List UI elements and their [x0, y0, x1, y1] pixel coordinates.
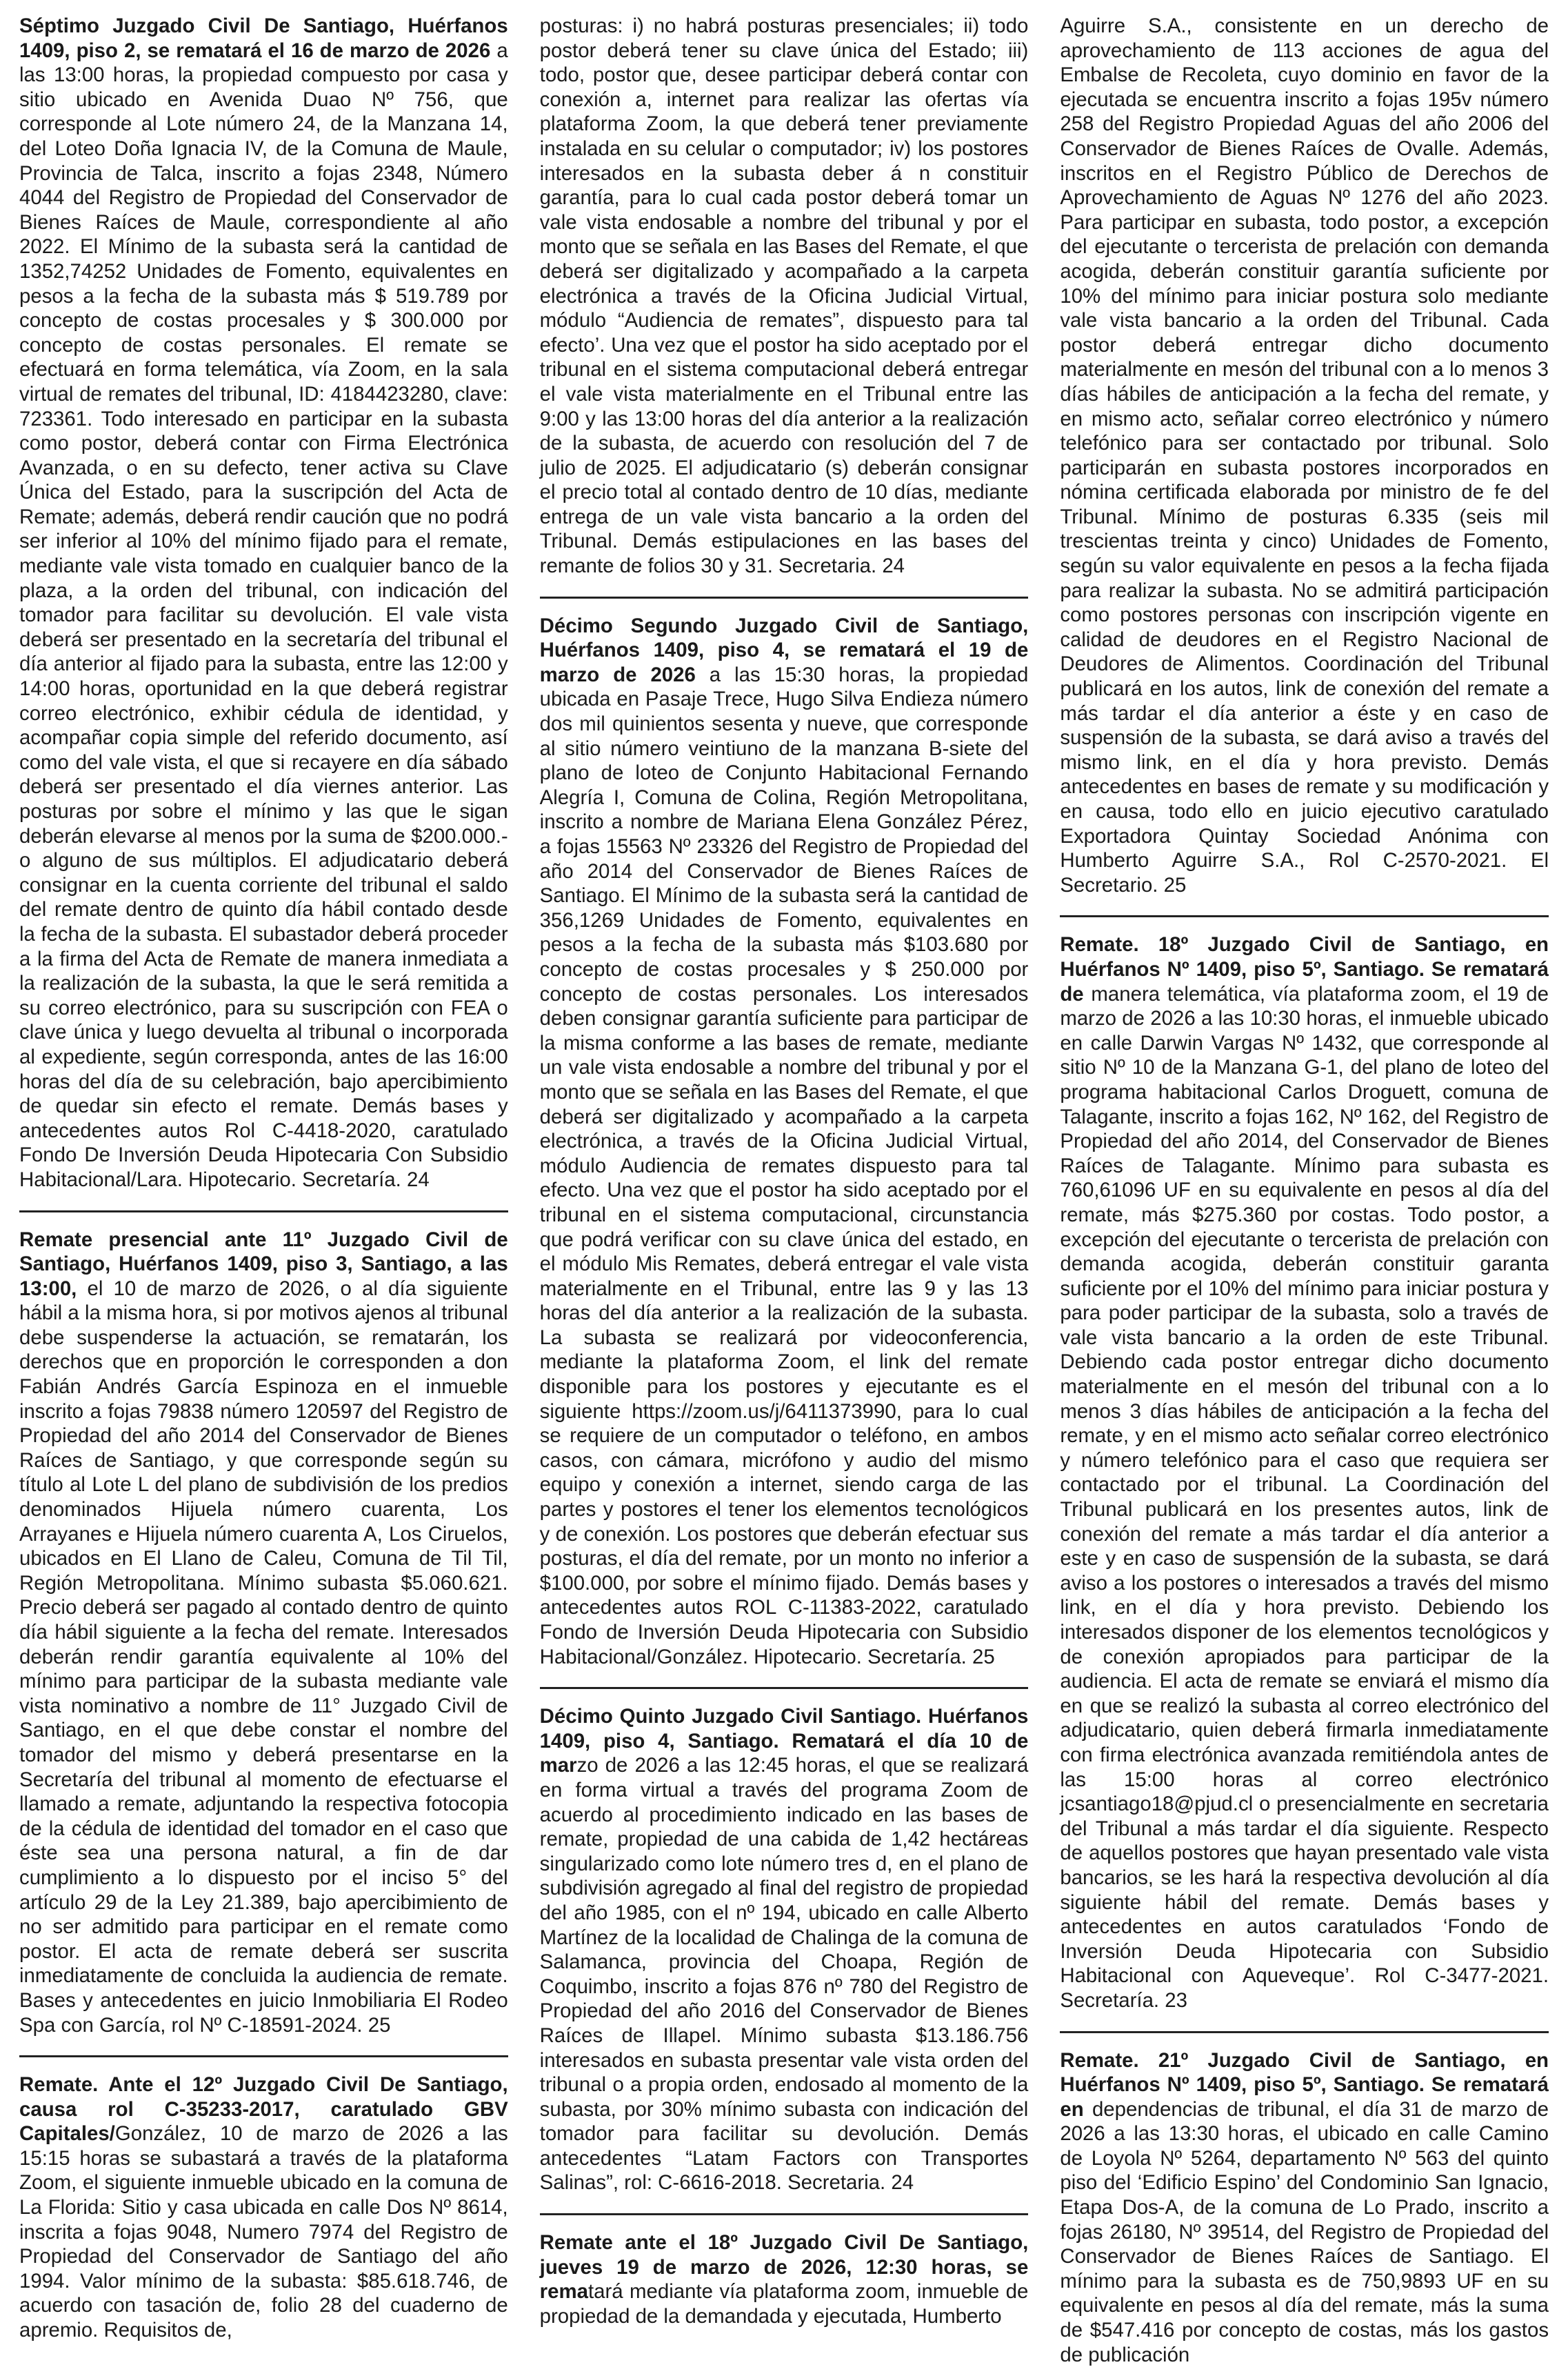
legal-notice-continued: [540, 14, 1029, 579]
notice-body: tará mediante vía plataforma zoom, inmueble de propiedad de la demandada y ejecutada, Humberto: [540, 2280, 1029, 2328]
notice-heading: Remate. 21º Juzgado Civil de Santiago, en Huérfanos Nº 1409, piso 5º, Santiago. Se rematará en: [1060, 2049, 1549, 2121]
notice-body: Aguirre S.A., consistente en un derecho de aprovechamiento de 113 acciones de agua del Embalse de Recoleta, cuyo dominio en favor de la ejecutada se encuentra inscrito a fojas 195v número 258 del Registro Propiedad Aguas del año 2006 del Conservador de Bienes Raíces de Ovalle. Además, inscritos en el Registro Público de Derechos de Aprovechamiento de Aguas Nº 1276 del año 2023. Para participar en subasta, todo postor, a excepción del ejecutante o tercerista de prelación con demanda acogida, deberán constituir garantía suficiente por 10% del mínimo para iniciar postura solo mediante vale vista bancario a la orden del Tribunal. Cada postor deberá entregar dicho documento materialmente en mesón del tribunal con a lo menos 3 días hábiles de anticipación a la fecha del remate, y en mismo acto, señalar correo electrónico y número telefónico para ser contactado por tribunal. Solo participarán en subasta postores incorporados en nómina certificada elaborada por ministro de fe del Tribunal. Mínimo de posturas 6.335 (seis mil trescientas treinta y cinco) Unidades de Fomento, según su valor equivalente en pesos a la fecha fijada para realizar la subasta. No se admitirá participación como postores personas con inscripción vigente en calidad de deudores en el Registro Nacional de Deudores de Alimentos. Coordinación del Tribunal publicará en los autos, link de conexión del remate a más tardar el día anterior a éste y en caso de suspensión de la subasta, se dará aviso a través del mismo link, en el día y hora previsto. Demás antecedentes en bases de remate y su modificación y en causa, todo ello en juicio ejecutivo caratulado Exportadora Quintay Sociedad Anónima con Humberto Aguirre S.A., Rol C-2570-2021. El Secretario. 25: [1060, 14, 1549, 897]
divider: [19, 2055, 508, 2057]
notice-heading: Décimo Segundo Juzgado Civil de Santiago, Huérfanos 1409, piso 4, se rematará el 19 de marzo de 2026: [540, 615, 1029, 686]
column-1: [19, 14, 508, 2201]
notice-body: a las 15:30 horas, la propiedad ubicada en Pasaje Trece, Hugo Silva Endieza número dos mil quinientos sesenta y nueve, que corresponde al sitio número veintiuno de la manzana B-siete del plano de loteo de Conjunto Habitacional Fernando Alegría I, Comuna de Colina, Región Metropolitana, inscrito a nombre de Mariana Elena González Pérez, a fojas 15563 Nº 23326 del Registro de Propiedad del año 2014 del Conservador de Bienes Raíces de Santiago. El Mínimo de la subasta será la cantidad de 356,1269 Unidades de Fomento, equivalentes en pesos a la fecha de la subasta más $103.680 por concepto de costas procesales y $ 250.000 por concepto de costas personales. Los interesados deben consignar garantía suficiente para participar de la misma conforme a las bases de remate, mediante un vale vista endosable a nombre del tribunal y por el monto que se señala en las Bases del Remate, el que deberá ser digitalizado y acompañado a la carpeta electrónica, a través de la Oficina Judicial Virtual, módulo Audiencia de remates dispuesto para tal efecto. Una vez que el postor ha sido aceptado por el tribunal en el sistema computacional, circunstancia que podrá verificar con su clave única del estado, en el módulo Mis Remates, deberá entregar el vale vista materialmente en el Tribunal, entre las 9 y las 13 horas del día anterior a la realización de la subasta. La subasta se realizará por videoconferencia, mediante la plataforma Zoom, el link del remate disponible para los postores y ejecutante es el siguiente https://zoom.us/j/6411373990, para lo cual se requiere de un computador o teléfono, en ambos casos, con cámara, micrófono y audio del mismo equipo y conexión a internet, siendo carga de las partes y postores el tener los elementos tecnológicos y de conexión. Los postores que deberán efectuar sus posturas, el día del remate, por un monto no inferior a $100.000, por sobre el mínimo fijado. Demás bases y antecedentes autos ROL C-11383-2022, caratulado Fondo de Inversión Deuda Hipotecaria con Subsidio Habitacional/González. Hipotecario. Secretaría. 25: [540, 663, 1029, 1668]
column-3: [1060, 14, 1549, 2201]
legal-notice: [540, 2230, 1029, 2328]
divider: [1060, 915, 1549, 917]
notice-heading: Remate ante el 18º Juzgado Civil De Santiago, jueves 19 de marzo de 2026, 12:30 horas, se rema: [540, 2231, 1029, 2303]
notice-body: dependencias de tribunal, el día 31 de marzo de 2026 a las 13:30 horas, el ubicado en calle Camino de Loyola Nº 5264, departamento Nº 563 del quinto piso del ‘Edificio Espino’ del Condominio San Ignacio, Etapa Dos-A, de la comuna de Lo Prado, inscrito a fojas 26180, Nº 39514, del Registro de Propiedad del Conservador de Bienes Raíces de Santiago. El mínimo para la subasta es de 750,9893 UF en su equivalente en pesos al día del remate, más la suma de $547.416 por concepto de costas, más los gastos de publicación: [1060, 2098, 1549, 2366]
notice-body: el 10 de marzo de 2026, o al día siguiente hábil a la misma hora, si por motivos ajenos al tribunal debe suspenderse la actuación, se rematarán, los derechos que en proporción le corresponden a don Fabián Andrés García Espinoza en el inmueble inscrito a fojas 79838 número 120597 del Registro de Propiedad del año 2014 del Conservador de Bienes Raíces de Santiago, y que corresponde según su título al Lote L del plano de subdivisión de los predios denominados Hijuela número cuarenta, Los Arrayanes e Hijuela número cuarenta A, Los Ciruelos, ubicados en El Llano de Caleu, Comuna de Til Til, Región Metropolitana. Mínimo subasta $5.060.621. Precio deberá ser pagado al contado dentro de quinto día hábil siguiente a la fecha del remate. Interesados deberán rendir garantía equivalente al 10% del mínimo para participar de la subasta mediante vale vista nominativo a nombre de 11° Juzgado Civil de Santiago, en el que debe constar el nombre del tomador del mismo y deberá presentarse en la Secretaría del tribunal al momento de efectuarse el llamado a remate, adjuntando la respectiva fotocopia de la cédula de identidad del tomador en el caso que éste sea una persona natural, a fin de dar cumplimiento a lo dispuesto por el inciso 5° del artículo 29 de la Ley 21.389, bajo apercibimiento de no ser admitido para participar en el remate como postor. El acta de remate deberá ser suscrita inmediatamente de concluida la audiencia de remate. Bases y antecedentes en juicio Inmobiliaria El Rodeo Spa con García, rol Nº C-18591-2024. 25: [19, 1277, 508, 2037]
notice-heading: Remate. Ante el 12º Juzgado Civil De Santiago, causa rol C-35233-2017, caratulado GBV Capitales/: [19, 2073, 508, 2145]
notice-heading: Remate presencial ante 11º Juzgado Civil de Santiago, Huérfanos 1409, piso 3, Santiago, a las 13:00,: [19, 1228, 508, 1300]
notice-body: posturas: i) no habrá posturas presenciales; ii) todo postor deberá tener su clave única del Estado; iii) todo, postor que, desee participar deberá contar con conexión a, internet para realizar las ofertas vía plataforma Zoom, la que deberá tener previamente instalada en su celular o computador; iv) los postores interesados en la subasta deber á n constituir garantía, para lo cual cada postor deberá tomar un vale vista endosable a nombre del tribunal y por el monto que se señala en las Bases del Remate, el que deberá ser digitalizado y acompañado a la carpeta electrónica a través de la Oficina Judicial Virtual, módulo “Audiencia de remates”, dispuesto para tal efecto’. Una vez que el postor ha sido aceptado por el tribunal en el sistema computacional deberá entregar el vale vista materialmente en el Tribunal entre las 9:00 y las 13:00 horas del día anterior a la realización de la subasta, de acuerdo con resolución del 7 de julio de 2025. El adjudicatario (s) deberán consignar el precio total al contado dentro de 10 días, mediante entrega de un vale vista bancario a la orden del Tribunal. Demás estipulaciones en las bases del remante de folios 30 y 31. Secretaria. 24: [540, 14, 1029, 577]
divider: [540, 597, 1029, 599]
notice-heading: Séptimo Juzgado Civil De Santiago, Huérfanos 1409, piso 2, se rematará el 16 de marzo de 2026: [19, 14, 508, 62]
legal-notice: [540, 614, 1029, 1670]
divider: [1060, 2031, 1549, 2033]
divider: [19, 1210, 508, 1212]
legal-notice-continued: [1060, 14, 1549, 897]
notice-body: González, 10 de marzo de 2026 a las 15:15 horas se subastará a través de la plataforma Zoom, el siguiente inmueble ubicado en la comuna de La Florida: Sitio y casa ubicada en calle Dos Nº 8614, inscrita a fojas 9048, Numero 7974 del Registro de Propiedad del Conservador de Santiago del año 1994. Valor mínimo de la subasta: $85.618.746, de acuerdo con tasación de, folio 28 del cuaderno de apremio. Requisitos de,: [19, 2122, 508, 2341]
legal-notice: [19, 1228, 508, 2038]
notice-body: manera telemática, vía plataforma zoom, el 19 de marzo de 2026 a las 10:30 horas, el inmueble ubicado en calle Darwin Vargas Nº 1432, que corresponde al sitio Nº 10 de la Manzana G-1, del plano de loteo del programa habitacional Carlos Droguett, comuna de Talagante, inscrito a fojas 162, Nº 162, del Registro de Propiedad del año 2014, del Conservador de Bienes Raíces de Talagante. Mínimo para subasta es 760,61096 UF en su equivalente en pesos al día del remate, más $275.360 por costas. Todo postor, a excepción del ejecutante o tercerista de prelación con demanda acogida, deberán constituir garanta suficiente por el 10% del mínimo para iniciar postura y para poder participar de la subasta, solo a través de vale vista bancario a la orden de este Tribunal. Debiendo cada postor entregar dicho documento materialmente en el mesón del tribunal con a lo menos 3 días hábiles de anticipación a la fecha del remate, y en el mismo acto señalar correo electrónico y número telefónico para el caso que requiera ser contactado por el tribunal. La Coordinación del Tribunal publicará en los presentes autos, link de conexión del remate a más tardar el día anterior a este y en caso de suspensión de la subasta, se dará aviso a los postores o interesados a través del mismo link, en el día y hora previsto. Debiendo los interesados disponer de los elementos tecnológicos y de conexión apropiados para participar de la audiencia. El acta de remate se enviará el mismo día en que se realizó la subasta al correo electrónico del adjudicatario, quien deberá firmarla inmediatamente con firma electrónica avanzada remitiéndola antes de las 15:00 horas al correo electrónico jcsantiago18@pjud.cl o presencialmente en secretaria del Tribunal a más tardar el día siguiente. Respecto de aquellos postores que hayan presentado vale vista bancarios, se les hará la respectiva devolución al día siguiente hábil del remate. Demás bases y antecedentes en autos caratulados ‘Fondo de Inversión Deuda Hipotecaria con Subsidio Habitacional con Aqueveque’. Rol C-3477-2021. Secretaría. 23: [1060, 983, 1549, 2012]
legal-notice: [19, 14, 508, 1192]
legal-notice: [1060, 2048, 1549, 2367]
legal-notice: [1060, 932, 1549, 2013]
notice-body: a las 13:00 horas, la propiedad compuesto por casa y sitio ubicado en Avenida Duao Nº 756, que corresponde al Lote número 24, de la Manzana 14, del Loteo Doña Ignacia IV, de la Comuna de Maule, Provincia de Talca, inscrito a fojas 2348, Número 4044 del Registro de Propiedad del Conservador de Bienes Raíces de Maule, correspondiente al año 2022. El Mínimo de la subasta será la cantidad de 1352,74252 Unidades de Fomento, equivalentes en pesos a la fecha de la subasta más $ 519.789 por concepto de costas procesales y $ 300.000 por concepto de costas personales. El remate se efectuará en forma telemática, vía Zoom, en la sala virtual de remates del tribunal, ID: 4184423280, clave: 723361. Todo interesado en participar en la subasta como postor, deberá contar con Firma Electrónica Avanzada, o en su defecto, tener activa su Clave Única del Estado, para la suscripción del Acta de Remate; además, deberá rendir caución que no podrá ser inferior al 10% del mínimo fijado para el remate, mediante vale vista tomado en cualquier banco de la plaza, a la orden del tribunal, con indicación del tomador para facilitar su devolución. El vale vista deberá ser presentado en la secretaría del tribunal el día anterior al fijado para la subasta, entre las 12:00 y 14:00 horas, oportunidad en la que deberá registrar correo electrónico, exhibir cédula de identidad, y acompañar copia simple del referido documento, así como del vale vista, el que si recayere en día sábado deberá ser presentado el día viernes anterior. Las posturas por sobre el mínimo y las que le sigan deberán elevarse al menos por la suma de $200.000.- o alguno de sus múltiplos. El adjudicatario deberá consignar en la cuenta corriente del tribunal el saldo del remate dentro de quinto día hábil contado desde la fecha de la subasta. El subastador deberá proceder a la firma del Acta de Remate de manera inmediata a la realización de la subasta, la que le será remitida a su correo electrónico, para su suscripción con FEA o clave única y luego devuelta al tribunal o incorporada al expediente, según corresponda, antes de las 16:00 horas del día de su celebración, bajo apercibimiento de quedar sin efecto el remate. Demás bases y antecedentes autos Rol C-4418-2020, caratulado Fondo De Inversión Deuda Hipotecaria Con Subsidio Habitacional/Lara. Hipotecario. Secretaría. 24: [19, 39, 508, 1191]
legal-notice: [19, 2073, 508, 2343]
notice-heading: Remate. 18º Juzgado Civil de Santiago, en Huérfanos Nº 1409, piso 5º, Santiago. Se rematará de: [1060, 933, 1549, 1005]
notice-body: zo de 2026 a las 12:45 horas, el que se realizará en forma virtual a través del programa Zoom de acuerdo al procedimiento indicado en las bases de remate, propiedad de una cabida de 1,42 hectáreas singularizado como lote número tres d, en el plano de subdivisión agregado al final del registro de propiedad del año 1985, con el nº 194, ubicado en calle Alberto Martínez de la localidad de Chalinga de la comuna de Salamanca, provincia del Choapa, Región de Coquimbo, inscrito a fojas 876 nº 780 del Registro de Propiedad del año 2016 del Conservador de Bienes Raíces de Illapel. Mínimo subasta $13.186.756 interesados en subasta presentar vale vista orden del tribunal o a propia orden, endosado al momento de la subasta, por 30% mínimo subasta con indicación del tomador para facilitar su devolución. Demás antecedentes “Latam Factors con Transportes Salinas”, rol: C-6616-2018. Secretaria. 24: [540, 1754, 1029, 2194]
notice-heading: Décimo Quinto Juzgado Civil Santiago. Huérfanos 1409, piso 4, Santiago. Rematará el día 10 de mar: [540, 1705, 1029, 1777]
column-2: [540, 14, 1029, 2201]
legal-notice: [540, 1704, 1029, 2195]
divider: [540, 1687, 1029, 1689]
